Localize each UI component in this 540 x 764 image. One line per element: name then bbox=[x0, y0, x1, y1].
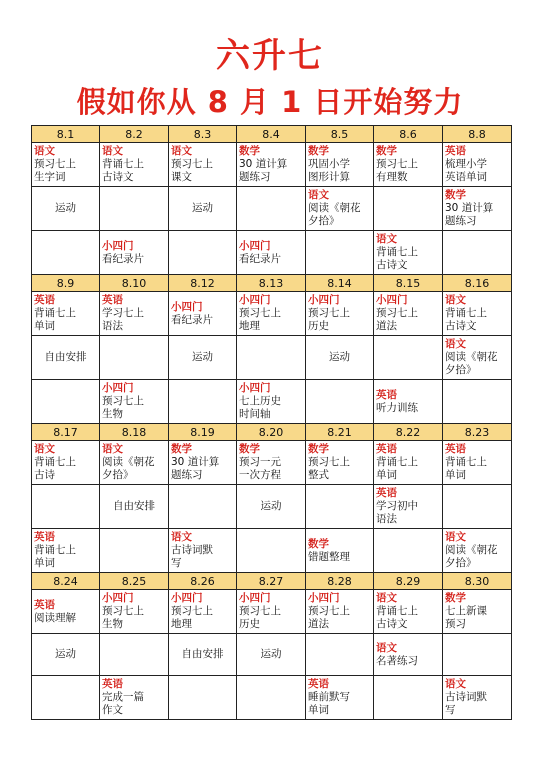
date-cell: 8.13 bbox=[237, 275, 306, 292]
date-cell: 8.20 bbox=[237, 424, 306, 441]
task-cell bbox=[100, 231, 169, 275]
subject-label: 英语 bbox=[445, 443, 466, 455]
task-row bbox=[32, 231, 512, 275]
task-text: 阅读理解 bbox=[34, 611, 76, 624]
task-text: 背诵七上 古诗文 bbox=[102, 158, 144, 183]
task-text: 背诵七上 古诗文 bbox=[376, 605, 418, 630]
subject-label: 小四门 bbox=[239, 592, 271, 604]
task-cell bbox=[374, 336, 443, 380]
task-cell bbox=[169, 590, 237, 634]
date-cell: 8.2 bbox=[100, 126, 169, 143]
subject-label: 语文 bbox=[171, 531, 192, 543]
subject-label: 数学 bbox=[376, 145, 397, 157]
subject-label: 语文 bbox=[445, 531, 466, 543]
task-cell bbox=[237, 292, 306, 336]
task-text: 30 道计算 题练习 bbox=[445, 202, 494, 227]
subject-label: 英语 bbox=[34, 294, 55, 306]
date-row bbox=[32, 126, 512, 143]
date-cell: 8.19 bbox=[169, 424, 237, 441]
subject-label: 小四门 bbox=[171, 592, 203, 604]
task-text: 阅读《朝花 夕拾》 bbox=[445, 544, 498, 569]
task-cell bbox=[169, 143, 237, 187]
subject-label: 语文 bbox=[376, 641, 397, 654]
subject-label: 小四门 bbox=[239, 239, 271, 252]
date-cell: 8.6 bbox=[374, 126, 443, 143]
task-cell bbox=[374, 143, 443, 187]
task-cell bbox=[32, 231, 100, 275]
task-text: 错题整理 bbox=[308, 550, 350, 563]
task-cell bbox=[100, 485, 169, 529]
task-cell bbox=[100, 676, 169, 720]
subject-label: 语文 bbox=[34, 145, 55, 157]
subject-label: 语文 bbox=[445, 338, 466, 350]
activity-label: 运动 bbox=[192, 202, 213, 214]
task-row bbox=[32, 441, 512, 485]
date-cell: 8.1 bbox=[32, 126, 100, 143]
task-cell bbox=[32, 441, 100, 485]
task-text: 预习七上 生物 bbox=[102, 395, 144, 420]
task-cell bbox=[32, 676, 100, 720]
task-text: 30 道计算 题练习 bbox=[171, 456, 220, 481]
task-cell bbox=[169, 380, 237, 424]
subject-label: 语文 bbox=[445, 678, 466, 690]
task-row bbox=[32, 676, 512, 720]
date-cell: 8.24 bbox=[32, 573, 100, 590]
subject-label: 语文 bbox=[308, 189, 329, 201]
task-row bbox=[32, 590, 512, 634]
task-text: 阅读《朝花 夕拾》 bbox=[102, 456, 155, 481]
task-cell bbox=[237, 590, 306, 634]
task-text: 预习七上 生物 bbox=[102, 605, 144, 630]
task-cell bbox=[237, 485, 306, 529]
subject-label: 小四门 bbox=[102, 382, 134, 394]
task-row bbox=[32, 529, 512, 573]
subject-label: 小四门 bbox=[239, 294, 271, 306]
subject-label: 数学 bbox=[308, 145, 329, 157]
task-text: 古诗词默 写 bbox=[171, 544, 213, 569]
date-cell: 8.12 bbox=[169, 275, 237, 292]
activity-label: 自由安排 bbox=[113, 500, 155, 512]
task-text: 预习七上 历史 bbox=[308, 307, 350, 332]
task-cell bbox=[443, 187, 512, 231]
task-cell bbox=[169, 634, 237, 676]
task-cell bbox=[306, 292, 374, 336]
date-cell: 8.23 bbox=[443, 424, 512, 441]
date-cell: 8.22 bbox=[374, 424, 443, 441]
subject-label: 小四门 bbox=[102, 592, 134, 604]
task-cell bbox=[443, 231, 512, 275]
task-cell bbox=[237, 634, 306, 676]
date-row bbox=[32, 275, 512, 292]
task-cell bbox=[237, 380, 306, 424]
task-cell bbox=[374, 187, 443, 231]
page-subtitle: 假如你从 8 月 1 日开始努力 bbox=[76, 85, 464, 119]
subject-label: 数学 bbox=[308, 537, 329, 550]
task-cell bbox=[32, 590, 100, 634]
task-cell bbox=[100, 634, 169, 676]
task-cell bbox=[306, 590, 374, 634]
task-cell bbox=[169, 336, 237, 380]
subject-label: 英语 bbox=[308, 678, 329, 690]
subject-label: 语文 bbox=[445, 294, 466, 306]
task-cell bbox=[443, 441, 512, 485]
date-cell: 8.14 bbox=[306, 275, 374, 292]
task-cell bbox=[306, 380, 374, 424]
task-text: 预习七上 有理数 bbox=[376, 158, 418, 183]
task-text: 预习七上 历史 bbox=[239, 605, 281, 630]
subject-label: 英语 bbox=[376, 487, 397, 499]
task-text: 看纪录片 bbox=[239, 252, 281, 265]
task-cell bbox=[237, 187, 306, 231]
task-text: 预习七上 道法 bbox=[376, 307, 418, 332]
study-plan-table bbox=[31, 125, 512, 720]
task-cell bbox=[306, 485, 374, 529]
task-cell bbox=[169, 441, 237, 485]
subject-label: 语文 bbox=[376, 592, 397, 604]
date-cell: 8.26 bbox=[169, 573, 237, 590]
task-text: 背诵七上 单词 bbox=[34, 544, 76, 569]
activity-label: 自由安排 bbox=[44, 351, 87, 363]
task-cell bbox=[443, 336, 512, 380]
date-cell: 8.28 bbox=[306, 573, 374, 590]
task-text: 背诵七上 单词 bbox=[34, 307, 76, 332]
task-text: 看纪录片 bbox=[102, 252, 144, 265]
subject-label: 数学 bbox=[171, 443, 192, 455]
date-cell: 8.16 bbox=[443, 275, 512, 292]
task-cell bbox=[100, 143, 169, 187]
task-row bbox=[32, 292, 512, 336]
task-cell bbox=[169, 676, 237, 720]
activity-label: 运动 bbox=[329, 351, 350, 363]
task-cell bbox=[443, 292, 512, 336]
subject-label: 小四门 bbox=[102, 239, 134, 252]
subject-label: 语文 bbox=[102, 443, 123, 455]
subject-label: 小四门 bbox=[308, 592, 340, 604]
task-cell bbox=[100, 380, 169, 424]
subject-label: 数学 bbox=[308, 443, 329, 455]
task-cell bbox=[443, 485, 512, 529]
date-cell: 8.5 bbox=[306, 126, 374, 143]
task-cell bbox=[306, 231, 374, 275]
activity-label: 运动 bbox=[55, 648, 76, 660]
task-cell bbox=[100, 187, 169, 231]
task-cell bbox=[100, 292, 169, 336]
subject-label: 语文 bbox=[102, 145, 123, 157]
task-cell bbox=[306, 529, 374, 573]
task-cell bbox=[32, 529, 100, 573]
subject-label: 英语 bbox=[376, 443, 397, 455]
task-text: 预习七上 道法 bbox=[308, 605, 350, 630]
task-row bbox=[32, 380, 512, 424]
date-cell: 8.3 bbox=[169, 126, 237, 143]
task-cell bbox=[237, 441, 306, 485]
task-cell bbox=[169, 485, 237, 529]
task-cell bbox=[374, 485, 443, 529]
task-text: 预习七上 整式 bbox=[308, 456, 350, 481]
date-cell: 8.10 bbox=[100, 275, 169, 292]
task-cell bbox=[100, 590, 169, 634]
task-cell bbox=[32, 634, 100, 676]
task-cell bbox=[169, 292, 237, 336]
task-text: 睡前默写 单词 bbox=[308, 691, 350, 716]
task-cell bbox=[237, 529, 306, 573]
task-text: 七上新课 预习 bbox=[445, 605, 487, 630]
task-row bbox=[32, 634, 512, 676]
date-cell: 8.27 bbox=[237, 573, 306, 590]
task-cell bbox=[374, 634, 443, 676]
task-text: 预习七上 生字词 bbox=[34, 158, 76, 183]
subject-label: 数学 bbox=[445, 189, 466, 201]
subject-label: 英语 bbox=[445, 145, 466, 157]
subject-label: 数学 bbox=[239, 443, 260, 455]
activity-label: 自由安排 bbox=[181, 648, 224, 660]
task-cell bbox=[169, 231, 237, 275]
task-row bbox=[32, 485, 512, 529]
date-row bbox=[32, 424, 512, 441]
task-cell bbox=[237, 143, 306, 187]
subject-label: 数学 bbox=[445, 592, 466, 604]
task-row bbox=[32, 143, 512, 187]
subject-label: 语文 bbox=[171, 145, 192, 157]
task-cell bbox=[374, 529, 443, 573]
task-cell bbox=[169, 529, 237, 573]
task-cell bbox=[32, 143, 100, 187]
task-text: 学习七上 语法 bbox=[102, 307, 144, 332]
task-cell bbox=[237, 231, 306, 275]
subject-label: 小四门 bbox=[239, 382, 271, 394]
subject-label: 英语 bbox=[102, 678, 123, 690]
date-cell: 8.30 bbox=[443, 573, 512, 590]
task-text: 预习七上 课文 bbox=[171, 158, 213, 183]
task-cell bbox=[374, 292, 443, 336]
task-text: 背诵七上 古诗文 bbox=[445, 307, 487, 332]
task-cell bbox=[237, 336, 306, 380]
task-cell bbox=[443, 634, 512, 676]
task-cell bbox=[306, 143, 374, 187]
task-cell bbox=[100, 336, 169, 380]
task-cell bbox=[237, 676, 306, 720]
task-text: 预习七上 地理 bbox=[239, 307, 281, 332]
task-text: 古诗词默 写 bbox=[445, 691, 487, 716]
subject-label: 小四门 bbox=[171, 300, 203, 313]
task-cell bbox=[306, 676, 374, 720]
task-text: 完成一篇 作文 bbox=[102, 691, 144, 716]
date-cell: 8.17 bbox=[32, 424, 100, 441]
date-cell: 8.21 bbox=[306, 424, 374, 441]
date-cell: 8.25 bbox=[100, 573, 169, 590]
task-text: 梳理小学 英语单词 bbox=[445, 158, 487, 183]
task-cell bbox=[32, 485, 100, 529]
task-cell bbox=[374, 441, 443, 485]
activity-label: 运动 bbox=[260, 648, 282, 660]
task-text: 看纪录片 bbox=[171, 313, 213, 326]
task-cell bbox=[169, 187, 237, 231]
task-text: 预习七上 地理 bbox=[171, 605, 213, 630]
date-cell: 8.29 bbox=[374, 573, 443, 590]
task-text: 七上历史 时间轴 bbox=[239, 395, 281, 420]
task-cell bbox=[306, 441, 374, 485]
task-cell bbox=[443, 143, 512, 187]
date-cell: 8.18 bbox=[100, 424, 169, 441]
date-cell: 8.9 bbox=[32, 275, 100, 292]
task-text: 预习一元 一次方程 bbox=[239, 456, 281, 481]
task-cell bbox=[306, 187, 374, 231]
task-cell bbox=[32, 336, 100, 380]
task-cell bbox=[374, 231, 443, 275]
task-text: 背诵七上 古诗文 bbox=[376, 246, 418, 271]
subject-label: 英语 bbox=[34, 531, 55, 543]
task-cell bbox=[32, 187, 100, 231]
task-cell bbox=[306, 634, 374, 676]
task-cell bbox=[374, 590, 443, 634]
task-text: 阅读《朝花 夕拾》 bbox=[445, 351, 498, 376]
task-cell bbox=[443, 380, 512, 424]
subject-label: 英语 bbox=[102, 294, 123, 306]
activity-label: 运动 bbox=[192, 351, 213, 363]
task-text: 听力训练 bbox=[376, 401, 418, 414]
task-row bbox=[32, 336, 512, 380]
task-cell bbox=[443, 590, 512, 634]
task-text: 阅读《朝花 夕拾》 bbox=[308, 202, 361, 227]
subject-label: 英语 bbox=[34, 598, 55, 611]
subject-label: 英语 bbox=[376, 388, 397, 401]
task-text: 巩固小学 图形计算 bbox=[308, 158, 350, 183]
task-cell bbox=[374, 676, 443, 720]
date-cell: 8.4 bbox=[237, 126, 306, 143]
activity-label: 运动 bbox=[55, 202, 76, 214]
task-cell bbox=[100, 529, 169, 573]
task-cell bbox=[306, 336, 374, 380]
page-title: 六升七 bbox=[216, 36, 324, 76]
task-cell bbox=[443, 676, 512, 720]
task-text: 背诵七上 单词 bbox=[445, 456, 487, 481]
task-row bbox=[32, 187, 512, 231]
subject-label: 数学 bbox=[239, 145, 260, 157]
task-text: 学习初中 语法 bbox=[376, 500, 418, 525]
task-text: 背诵七上 单词 bbox=[376, 456, 418, 481]
subject-label: 小四门 bbox=[308, 294, 340, 306]
task-cell bbox=[32, 380, 100, 424]
task-text: 30 道计算 题练习 bbox=[239, 158, 288, 183]
task-cell bbox=[374, 380, 443, 424]
subject-label: 小四门 bbox=[376, 294, 408, 306]
task-cell bbox=[443, 529, 512, 573]
date-row bbox=[32, 573, 512, 590]
date-cell: 8.8 bbox=[443, 126, 512, 143]
task-cell bbox=[100, 441, 169, 485]
activity-label: 运动 bbox=[260, 500, 282, 512]
date-cell: 8.15 bbox=[374, 275, 443, 292]
task-cell bbox=[32, 292, 100, 336]
subject-label: 语文 bbox=[376, 233, 397, 245]
task-text: 名著练习 bbox=[376, 654, 418, 667]
subject-label: 语文 bbox=[34, 443, 55, 455]
task-text: 背诵七上 古诗 bbox=[34, 456, 76, 481]
